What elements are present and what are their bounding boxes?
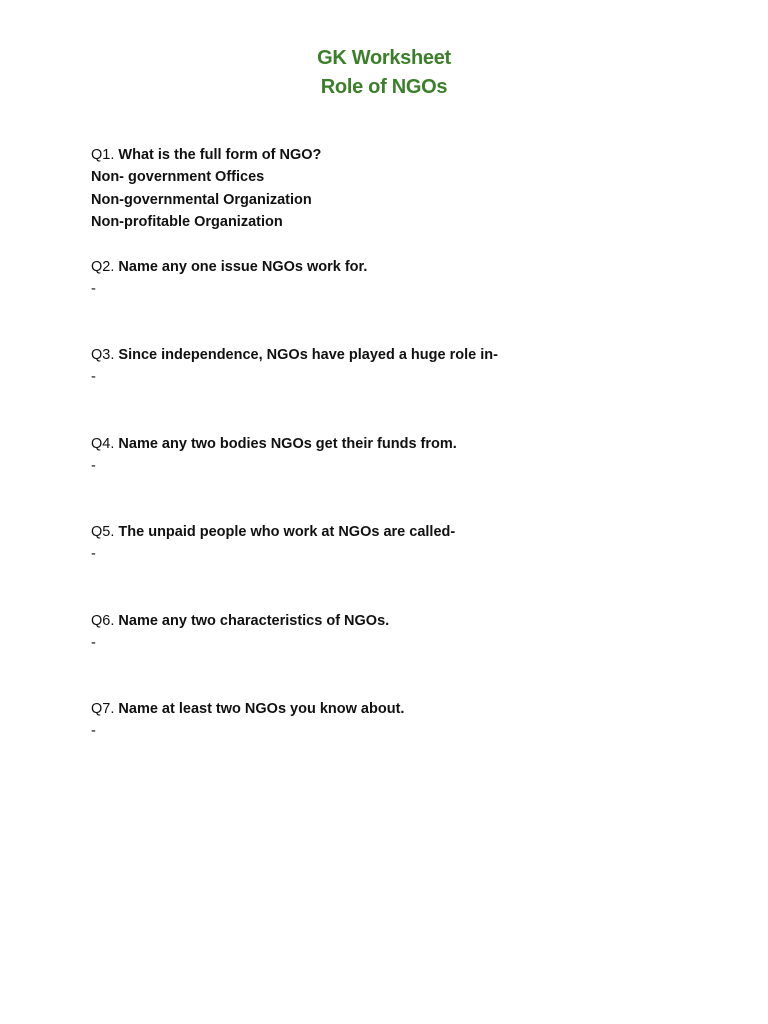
question-6-number: Q6.: [91, 612, 115, 629]
question-5-number: Q5.: [91, 524, 115, 540]
worksheet-title: [0, 44, 768, 102]
question-2: [91, 256, 711, 300]
spacer: [91, 565, 711, 610]
question-5: [91, 521, 711, 565]
question-1-number: Q1.: [91, 147, 115, 163]
title-line-2: Role of NGOs: [320, 76, 448, 98]
question-3: [91, 344, 711, 388]
question-1-option-1: Non- government Offices: [91, 169, 265, 185]
question-3-text: [91, 344, 711, 366]
question-7-text: [91, 698, 711, 720]
question-list: [91, 144, 711, 742]
question-5-answer[interactable]: -: [91, 546, 96, 562]
question-1: [91, 144, 711, 234]
spacer: [91, 654, 711, 699]
question-4-text: [91, 433, 711, 455]
question-1-option-3: Non-profitable Organization: [91, 214, 283, 230]
question-6-text: [91, 610, 711, 632]
question-3-number: Q3.: [91, 347, 115, 363]
question-2-answer[interactable]: -: [91, 280, 96, 297]
question-2-number: Q2.: [91, 258, 115, 275]
question-7-number: Q7.: [91, 701, 115, 717]
question-3-answer[interactable]: -: [91, 369, 96, 385]
spacer: [91, 300, 711, 345]
question-4-prompt: Name any two bodies NGOs get their funds from.: [114, 435, 457, 452]
question-6: [91, 610, 711, 654]
question-3-prompt: Since independence, NGOs have played a huge role in-: [114, 347, 498, 363]
question-4: [91, 433, 711, 477]
question-1-option-2: Non-governmental Organization: [91, 191, 312, 208]
spacer: [91, 234, 711, 256]
question-6-answer[interactable]: -: [91, 634, 96, 651]
question-6-prompt: Name any two characteristics of NGOs.: [114, 612, 390, 629]
question-2-text: [91, 256, 711, 278]
question-1-text: [91, 144, 711, 166]
question-7: [91, 698, 711, 742]
question-1-prompt: What is the full form of NGO?: [114, 147, 322, 163]
question-7-answer[interactable]: -: [91, 723, 96, 739]
question-7-prompt: Name at least two NGOs you know about.: [114, 701, 405, 717]
question-2-prompt: Name any one issue NGOs work for.: [114, 258, 368, 275]
question-5-text: [91, 521, 711, 543]
question-4-answer[interactable]: -: [91, 457, 96, 474]
question-4-number: Q4.: [91, 435, 115, 452]
title-line-1: GK Worksheet: [317, 47, 451, 69]
spacer: [91, 388, 711, 433]
question-5-prompt: The unpaid people who work at NGOs are called-: [114, 524, 456, 540]
spacer: [91, 477, 711, 522]
